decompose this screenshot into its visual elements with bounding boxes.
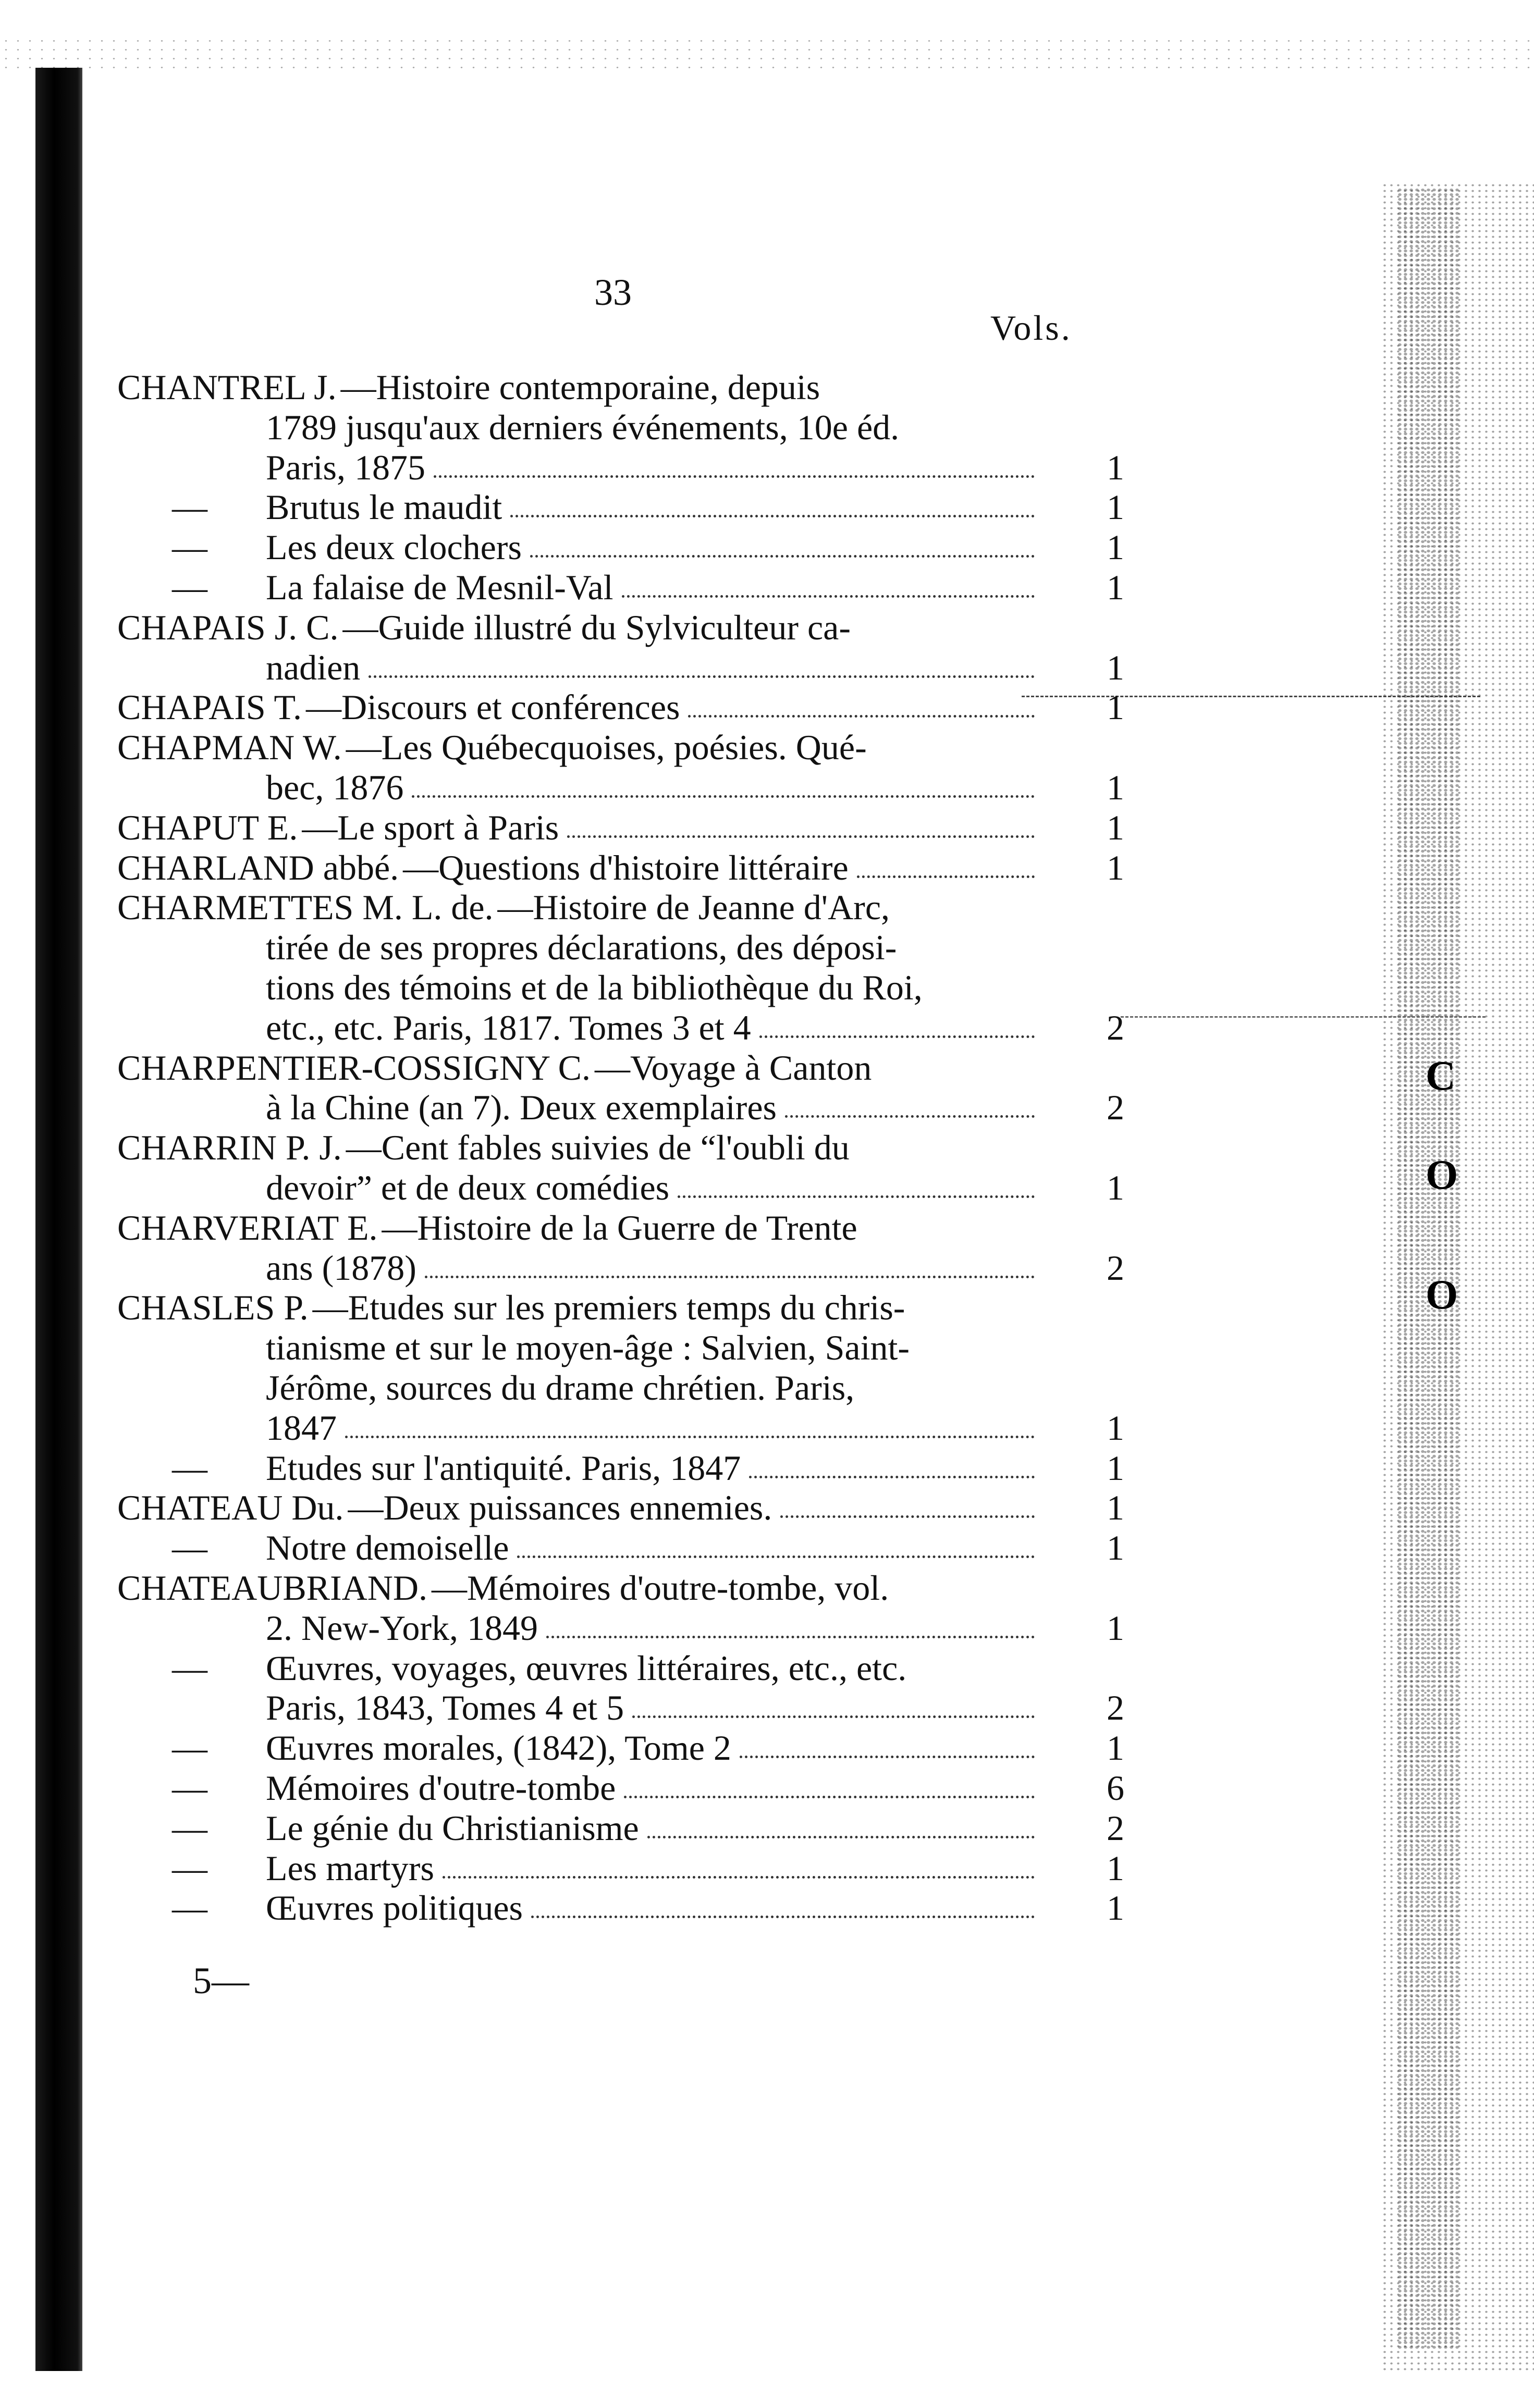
volume-count: 1 [1107,1168,1124,1207]
volume-count: 2 [1107,1088,1124,1128]
catalogue-entry-line [117,1448,1124,1488]
entry-author: CHARLAND abbé. [117,847,399,887]
entry-continuation-text: devoir” et de deux comédies [266,1168,670,1207]
catalogue-entry-continuation [117,1168,1124,1207]
ditto-dash: — [172,1728,207,1768]
dot-leader [624,1768,1035,1798]
catalogue-entry-continuation [117,407,1042,447]
catalogue-entry-line [117,1728,1124,1768]
dot-leader [443,1848,1035,1879]
volume-count: 1 [1107,447,1124,487]
entry-title: —Histoire de Jeanne d'Arc, [497,887,890,928]
catalogue-entry-continuation [117,1608,1124,1648]
dot-leader [678,1168,1035,1198]
entry-continuation-text: tirée de ses propres déclarations, des déposi- [266,928,897,968]
catalogue-entry-line [117,1848,1124,1888]
ditto-dash: — [172,527,207,567]
entry-author: CHANTREL J. [117,367,337,407]
volume-count: 1 [1107,1448,1124,1488]
catalogue-entry-line [117,1288,1042,1327]
entry-continuation-text: bec, 1876 [266,768,404,807]
dot-leader [740,1728,1035,1758]
scan-noise-top [0,36,1534,73]
volumes-column-header: Vols. [990,308,1072,348]
entry-author: CHAPUT E. [117,807,298,847]
ditto-dash: — [172,567,207,607]
volume-count: 2 [1107,1808,1124,1848]
catalogue-entry-line [117,1208,1042,1248]
dot-leader [510,487,1035,517]
volume-count: 1 [1107,1848,1124,1888]
catalogue-entry-continuation [117,1328,1042,1367]
dot-leader [434,448,1035,478]
volume-count: 1 [1107,527,1124,567]
volume-count: 1 [1107,768,1124,807]
catalogue-entry-line [117,1648,1042,1688]
entry-continuation-text: tianisme et sur le moyen-âge : Salvien, Saint- [266,1328,910,1368]
volume-count: 1 [1107,687,1124,727]
entry-title: —Cent fables suivies de “l'oubli du [346,1128,850,1168]
entry-title: Œuvres politiques [266,1888,523,1928]
entry-title: Œuvres, voyages, œuvres littéraires, etc., etc. [266,1648,907,1688]
volume-count: 1 [1107,1407,1124,1448]
entry-continuation-text: Paris, 1875 [266,447,425,487]
catalogue-entry-line [117,727,1042,767]
entry-title: Mémoires d'outre-tombe [266,1768,616,1808]
dot-leader [632,1688,1035,1718]
entry-author: CHARPENTIER-COSSIGNY C. [117,1047,591,1088]
catalogue-entry-continuation [117,647,1124,687]
entry-title: —Mémoires d'outre-tombe, vol. [432,1568,889,1608]
entry-author: CHAPAIS J. C. [117,607,339,647]
dot-leader [425,1248,1035,1278]
dot-leader [647,1808,1035,1838]
catalogue-entry-line [117,1568,1042,1608]
catalogue-entry-line [117,608,1042,647]
entry-title: —Discours et conférences [305,687,680,727]
ditto-dash: — [172,1848,207,1888]
dot-leader [622,567,1035,598]
entry-author: CHARMETTES M. L. de. [117,887,494,928]
catalogue-entry-continuation [117,968,1042,1007]
entry-title: —Histoire contemporaine, depuis [340,367,820,407]
entry-continuation-text: 2. New-York, 1849 [266,1608,538,1648]
catalogue-entry-continuation [117,1688,1124,1728]
catalogue-entry-line [117,487,1124,527]
entry-continuation-text: 1789 jusqu'aux derniers événements, 10e éd. [266,407,900,447]
catalogue-entry-line [117,847,1124,887]
entry-title: —Voyage à Canton [595,1047,872,1088]
catalogue-entry-line [117,367,1042,407]
ditto-dash: — [172,1808,207,1848]
dot-leader [749,1448,1035,1478]
dot-leader [345,1408,1035,1438]
entry-title: Le génie du Christianisme [266,1808,639,1848]
dot-leader [780,1488,1035,1518]
catalogue-entry-line [117,1528,1124,1568]
entry-author: CHAPAIS T. [117,687,302,727]
scan-noise-right-dark [1397,188,1459,2350]
volume-count: 1 [1107,1528,1124,1568]
dot-leader [759,1008,1035,1038]
dot-leader [546,1608,1035,1638]
dot-leader [567,808,1035,838]
printer-signature: 5— [193,1960,249,2002]
entry-continuation-text: Jérôme, sources du drame chrétien. Paris, [266,1368,855,1407]
volume-count: 1 [1107,647,1124,687]
side-fragment-letter: O [1426,1272,1458,1318]
ditto-dash: — [172,1768,207,1808]
catalogue-entry-continuation [117,447,1124,487]
volume-count: 1 [1107,1888,1124,1928]
entry-title: Œuvres morales, (1842), Tome 2 [266,1728,731,1768]
volume-count: 1 [1107,1608,1124,1648]
entry-title: —Etudes sur les premiers temps du chris- [312,1288,905,1328]
volume-count: 1 [1107,1488,1124,1528]
side-fragment-letter: O [1426,1152,1458,1198]
volume-count: 1 [1107,847,1124,887]
entry-title: —Le sport à Paris [302,807,559,847]
dot-leader [688,687,1035,718]
entry-author: CHATEAU Du. [117,1488,344,1528]
entry-author: CHATEAUBRIAND. [117,1568,427,1608]
entry-continuation-text: ans (1878) [266,1248,416,1288]
entry-continuation-text: nadien [266,647,361,687]
volume-count: 2 [1107,1007,1124,1047]
catalogue-entry-line [117,1888,1124,1928]
catalogue-entry-line [117,1768,1124,1808]
catalogue-entry-line [117,687,1124,727]
entry-continuation-text: Paris, 1843, Tomes 4 et 5 [266,1688,624,1728]
volume-count: 6 [1107,1768,1124,1808]
ditto-dash: — [172,1648,207,1688]
page-number: 33 [594,271,632,313]
entry-author: CHAPMAN W. [117,727,342,768]
entry-author: CHARVERIAT E. [117,1207,378,1248]
binding-edge [35,68,82,2371]
dot-leader [369,648,1035,678]
volume-count: 2 [1107,1688,1124,1728]
catalogue-entry-line [117,887,1042,927]
catalogue-entry-continuation [117,768,1124,807]
dot-leader [412,768,1035,798]
ditto-dash: — [172,1448,207,1488]
catalogue-entry-line [117,807,1124,847]
volume-count: 1 [1107,807,1124,847]
entry-title: Les martyrs [266,1848,434,1888]
entry-title: —Questions d'histoire littéraire [403,847,849,887]
ditto-dash: — [172,1528,207,1568]
catalogue-entry-line [117,527,1124,567]
entry-continuation-text: tions des témoins et de la bibliothèque du Roi, [266,968,923,1007]
ditto-dash: — [172,1888,207,1928]
dot-leader [531,1888,1035,1918]
volume-count: 2 [1107,1248,1124,1288]
volume-count: 1 [1107,487,1124,527]
catalogue-entry-continuation [117,1088,1124,1128]
entry-author: CHASLES P. [117,1288,309,1328]
catalogue-entry-line [117,1808,1124,1848]
entry-title: Etudes sur l'antiquité. Paris, 1847 [266,1448,741,1488]
catalogue-entry-continuation [117,1007,1124,1047]
dot-leader [785,1088,1035,1118]
ditto-dash: — [172,487,207,527]
entry-title: La falaise de Mesnil-Val [266,567,613,607]
entry-continuation-text: etc., etc. Paris, 1817. Tomes 3 et 4 [266,1007,751,1047]
side-fragment-letter: C [1426,1053,1456,1099]
scan-artifact-line [1121,1016,1486,1018]
entry-title: Brutus le maudit [266,487,502,527]
entry-title: —Les Québecquoises, poésies. Qué- [346,727,867,768]
entry-author: CHARRIN P. J. [117,1128,342,1168]
volume-count: 1 [1107,567,1124,607]
entry-continuation-text: 1847 [266,1407,337,1448]
catalogue-entry-line [117,1488,1124,1528]
catalogue-entry-line [117,567,1124,607]
catalogue-entry-continuation [117,928,1042,967]
entry-title: —Histoire de la Guerre de Trente [382,1207,857,1248]
entry-continuation-text: à la Chine (an 7). Deux exemplaires [266,1088,777,1128]
catalogue-entry-line [117,1128,1042,1167]
dot-leader [857,848,1035,878]
entry-title: —Deux puissances ennemies. [348,1488,772,1528]
entry-title: Les deux clochers [266,527,522,567]
dot-leader [517,1528,1035,1558]
catalogue-entry-continuation [117,1407,1124,1448]
catalogue-entry-continuation [117,1368,1042,1407]
dot-leader [530,527,1035,558]
entry-title: Notre demoiselle [266,1528,509,1568]
volume-count: 1 [1107,1728,1124,1768]
catalogue-entry-continuation [117,1248,1124,1288]
entry-title: —Guide illustré du Sylviculteur ca- [342,607,851,647]
catalogue-entry-line [117,1048,1042,1088]
